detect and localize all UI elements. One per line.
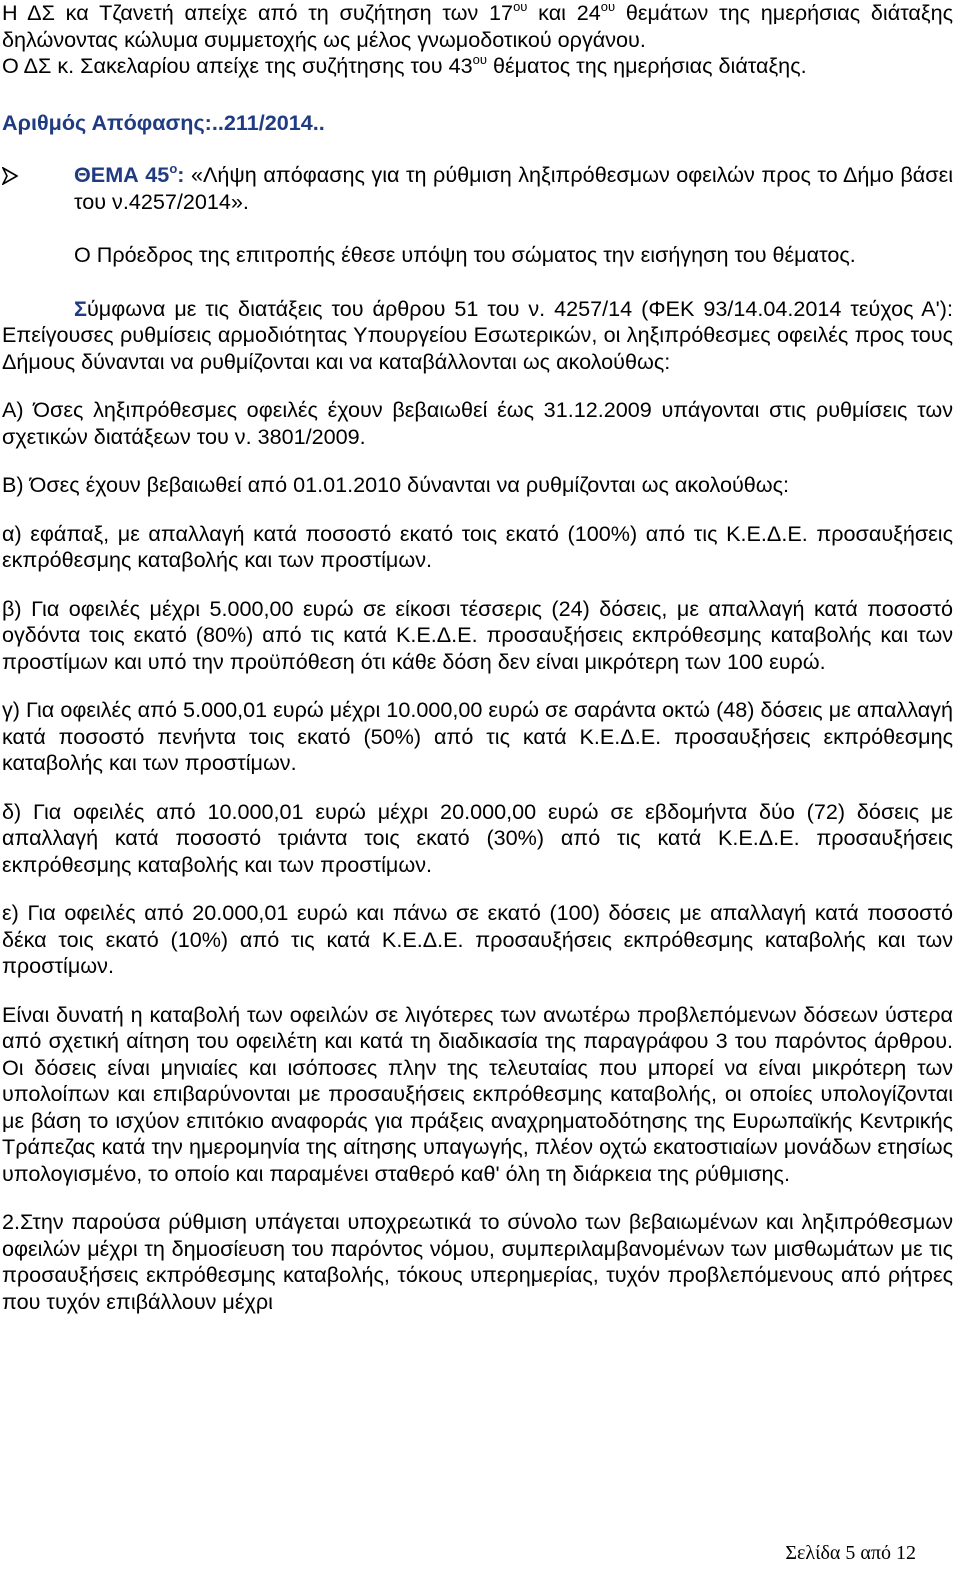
superscript: ου bbox=[600, 0, 616, 14]
intro-paragraph bbox=[2, 0, 953, 53]
law-text: ύμφωνα με τις διατάξεις του άρθρου 51 του ν. 4257/14 (ΦΕΚ 93/14.04.2014 τεύχος Α'): Επείγουσες ρυθμίσεις αρμοδιότητας Υπουργείου Εσωτερικών, οι ληξιπρόθεσμες οφειλές προς τους Δήμους δύνανται να ρυθμίζονται και να καταβάλλονται ως ακολούθως: bbox=[2, 295, 953, 374]
topic-label-text: ΘΕΜΑ 45 bbox=[74, 162, 170, 187]
intro-text: θέματος της ημερήσιας διάταξης. bbox=[486, 53, 807, 78]
topic-text: «Λήψη απόφασης για τη ρύθμιση ληξιπρόθεσμων οφειλών προς το Δήμο βάσει του ν.4257/2014». bbox=[74, 162, 953, 214]
superscript: ο bbox=[169, 161, 178, 176]
intro-text: Η ΔΣ κα Τζανετή απείχε από τη συζήτηση των 17 bbox=[2, 0, 514, 25]
intro-text: και 24 bbox=[527, 0, 601, 25]
clause-c: γ) Για οφειλές από 5.000,01 ευρώ μέχρι 10.000,00 ευρώ σε σαράντα οκτώ (48) δόσεις με απαλλαγή κατά ποσοστό πενήντα τοις εκατό (50%) από τις κατά Κ.Ε.Δ.Ε. προσαυξήσεις εκπρόθεσμης καταβολής και των προστίμων. bbox=[2, 697, 953, 775]
clause-a: α) εφάπαξ, με απαλλαγή κατά ποσοστό εκατό τοις εκατό (100%) από τις Κ.Ε.Δ.Ε. προσαυξήσεις εκπρόθεσμης καταβολής και των προστίμων. bbox=[2, 520, 953, 572]
topic-bullet bbox=[2, 162, 953, 215]
intro-text: Ο ΔΣ κ. Σακελαρίου απείχε της συζήτησης του 43 bbox=[2, 53, 473, 78]
arrow-bullet-icon bbox=[2, 167, 18, 185]
page-number: Σελίδα 5 από 12 bbox=[785, 1542, 916, 1564]
superscript: ου bbox=[472, 52, 487, 67]
installments-paragraph: Είναι δυνατή η καταβολή των οφειλών σε λιγότερες των ανωτέρω προβλεπόμενων δόσεων ύστερα από σχετική αίτηση του οφειλέτη και κατά τη διαδικασία της παραγράφου 3 του παρόντος άρθρου. Οι δόσεις είναι μηνιαίες και ισόποσες πλην της τελευταίας που μπορεί να είναι μικρότερη των υπολοίπων και επιβαρύνονται με προσαυξήσεις εκπρόθεσμης καταβολής, οι οποίες υπολογίζονται με βάση το ισχύον επιτόκιο αναφοράς για πράξεις αναχρηματοδότησης της Ευρωπαϊκής Κεντρικής Τράπεζας κατά την ημερομηνία της αίτησης υπαγωγής, πλέον οχτώ εκατοστιαίων μονάδων ετησίως υπολογισμένο, το οποίο και παραμένει σταθερό καθ' όλη τη διάρκεια της ρύθμισης. bbox=[2, 1001, 953, 1186]
intro-text: θεμάτων της ημερήσιας διάταξης δηλώνοντας κώλυμα συμμετοχής ως μέλος γνωμοδοτικού οργάνου. bbox=[2, 0, 953, 52]
clause-e: ε) Για οφειλές από 20.000,01 ευρώ και πάνω σε εκατό (100) δόσεις με απαλλαγή κατά ποσοστό δέκα τοις εκατό (10%) από τις κατά Κ.Ε.Δ.Ε. προσαυξήσεις εκπρόθεσμης καταβολής και των προστίμων. bbox=[2, 900, 953, 978]
point-2-paragraph: 2.Στην παρούσα ρύθμιση υπάγεται υποχρεωτικά το σύνολο των βεβαιωμένων και ληξιπρόθεσμων οφειλών μέχρι τη δημοσίευση του παρόντος νόμου, συμπεριλαμβανομένων των μισθωμάτων με τις προσαυξήσεις εκπρόθεσμης καταβολής, τόκους υπερημερίας, τυχόν προβλεπόμενους από ρήτρες που τυχόν επιβάλλουν μέχρι bbox=[2, 1209, 953, 1314]
topic-label bbox=[74, 162, 184, 187]
topic-colon: : bbox=[177, 162, 185, 187]
intro-paragraph-2 bbox=[2, 53, 953, 80]
superscript: ου bbox=[513, 0, 528, 14]
law-initial: Σ bbox=[74, 295, 87, 321]
clause-A: Α) Όσες ληξιπρόθεσμες οφειλές έχουν βεβαιωθεί έως 31.12.2009 υπάγονται στις ρυθμίσεις των σχετικών διατάξεων του ν. 3801/2009. bbox=[2, 397, 953, 449]
law-paragraph bbox=[2, 296, 953, 376]
clause-d: δ) Για οφειλές από 10.000,01 ευρώ μέχρι 20.000,00 ευρώ σε εβδομήντα δύο (72) δόσεις με απαλλαγή κατά ποσοστό τριάντα τοις εκατό (30%) από τις κατά Κ.Ε.Δ.Ε. προσαυξήσεις εκπρόθεσμης καταβολής και των προστίμων. bbox=[2, 798, 953, 877]
clause-b: β) Για οφειλές μέχρι 5.000,00 ευρώ σε είκοσι τέσσερις (24) δόσεις, με απαλλαγή κατά ποσοστό ογδόντα τοις εκατό (80%) από τις κατά Κ.Ε.Δ.Ε. προσαυξήσεις εκπρόθεσμης καταβολής και των προστίμων και υπό την προϋπόθεση ότι κάθε δόση δεν είναι μικρότερη των 100 ευρώ. bbox=[2, 595, 953, 674]
decision-number: Αριθμός Απόφασης:..211/2014.. bbox=[2, 109, 325, 135]
president-paragraph: Ο Πρόεδρος της επιτροπής έθεσε υπόψη του σώματος την εισήγηση του θέματος. bbox=[74, 242, 856, 267]
clause-B: Β) Όσες έχουν βεβαιωθεί από 01.01.2010 δύνανται να ρυθμίζονται ως ακολούθως: bbox=[2, 472, 790, 497]
